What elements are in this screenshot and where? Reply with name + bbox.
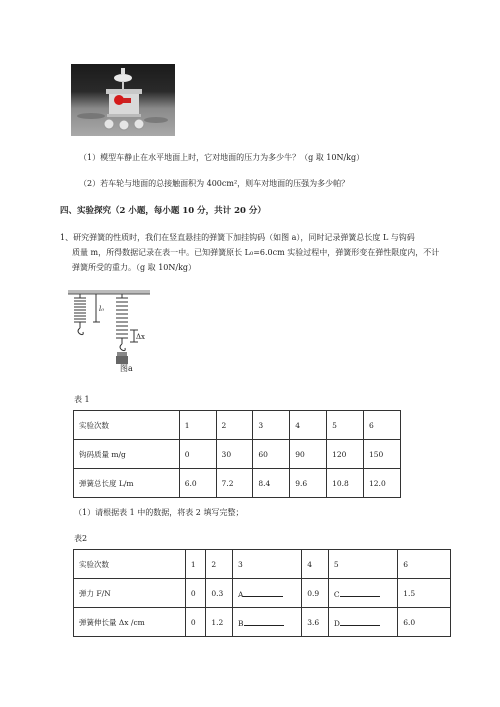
table-cell: 90 — [290, 440, 327, 469]
blank-b-label: B — [238, 619, 244, 628]
table-cell: 0 — [179, 440, 216, 469]
problem-line-1: 1、研究弹簧的性质时，我们在竖直悬挂的弹簧下加挂钩码（如图 a），同时记录弹簧总长度 L 与钩码 — [60, 233, 415, 242]
table-2 — [73, 549, 451, 637]
blank-d-cell — [328, 608, 397, 637]
figure-caption: 图a — [120, 364, 133, 373]
table-cell: 30 — [216, 440, 253, 469]
table-cell: 150 — [364, 440, 401, 469]
table-cell: 1 — [179, 411, 216, 440]
blank-a-label: A — [238, 590, 244, 599]
blank-a-line — [243, 587, 283, 597]
blank-b-line — [244, 616, 284, 626]
blank-d-line — [340, 616, 380, 626]
table-cell: 1.5 — [398, 579, 451, 608]
table-cell: 3 — [253, 411, 290, 440]
table-cell: 实验次数 — [74, 411, 180, 440]
figure-label-l0: l₀ — [99, 305, 105, 313]
table-row — [74, 411, 401, 440]
table-cell: 10.8 — [327, 469, 364, 498]
question-1: （1）模型车静止在水平地面上时，它对地面的压力为多少牛？（g 取 10N/kg） — [79, 153, 365, 162]
spring-figure — [66, 286, 156, 374]
table-cell: 8.4 — [253, 469, 290, 498]
table-cell: 1 — [185, 550, 206, 579]
table-row — [74, 440, 401, 469]
table-cell: 7.2 — [216, 469, 253, 498]
figure-label-dx: Δx — [136, 333, 146, 341]
table-cell: 9.6 — [290, 469, 327, 498]
blank-d-label: D — [333, 619, 340, 628]
sub-question-1: （1）请根据表 1 中的数据，将表 2 填写完整； — [74, 508, 244, 517]
table-cell: 6 — [398, 550, 451, 579]
table-cell: 5 — [328, 550, 397, 579]
table-row — [74, 550, 451, 579]
table-row — [74, 579, 451, 608]
table-row — [74, 469, 401, 498]
table-cell: 2 — [216, 411, 253, 440]
table-cell: 4 — [302, 550, 329, 579]
table-cell: 0 — [185, 608, 206, 637]
table-cell: 1.2 — [206, 608, 233, 637]
table-cell: 2 — [206, 550, 233, 579]
question-2: （2）若车轮与地面的总接触面积为 400cm²，则车对地面的压强为多少帕？ — [79, 179, 350, 188]
table-cell: 弹簧伸长量 Δx /cm — [74, 608, 186, 637]
table-cell: 钩码质量 m/g — [74, 440, 180, 469]
section-title: 四、实验探究（2 小题，每小题 10 分，共计 20 分） — [60, 206, 266, 216]
rover-photo — [71, 64, 175, 136]
blank-c-cell — [328, 579, 397, 608]
table-1 — [73, 410, 401, 498]
spring-diagram — [66, 286, 156, 374]
table-row — [74, 608, 451, 637]
blank-c-label: C — [333, 590, 340, 599]
table-cell: 5 — [327, 411, 364, 440]
table-cell: 弹簧总长度 L/m — [74, 469, 180, 498]
table1-caption: 表 1 — [74, 395, 90, 404]
table-cell: 120 — [327, 440, 364, 469]
problem-line-2: 质量 m，所得数据记录在表一中。已知弹簧原长 L₀=6.0cm 实验过程中，弹簧形变在弹性限度内，不计 — [72, 248, 440, 257]
table-cell: 0.9 — [302, 579, 329, 608]
blank-b-cell — [233, 608, 302, 637]
problem-line-3: 弹簧所受的重力。（g 取 10N/kg） — [72, 263, 197, 272]
table-cell: 6.0 — [398, 608, 451, 637]
table-cell: 12.0 — [364, 469, 401, 498]
rover-illustration — [71, 64, 175, 136]
table-cell: 60 — [253, 440, 290, 469]
table2-caption: 表2 — [74, 534, 88, 543]
blank-c-line — [340, 587, 380, 597]
table-cell: 3.6 — [302, 608, 329, 637]
table-cell: 0.3 — [206, 579, 233, 608]
table-cell: 6 — [364, 411, 401, 440]
table-cell: 弹力 F/N — [74, 579, 186, 608]
table-cell: 4 — [290, 411, 327, 440]
table-cell: 0 — [185, 579, 206, 608]
table-cell: 3 — [233, 550, 302, 579]
blank-a-cell — [233, 579, 302, 608]
table-cell: 实验次数 — [74, 550, 186, 579]
table-cell: 6.0 — [179, 469, 216, 498]
